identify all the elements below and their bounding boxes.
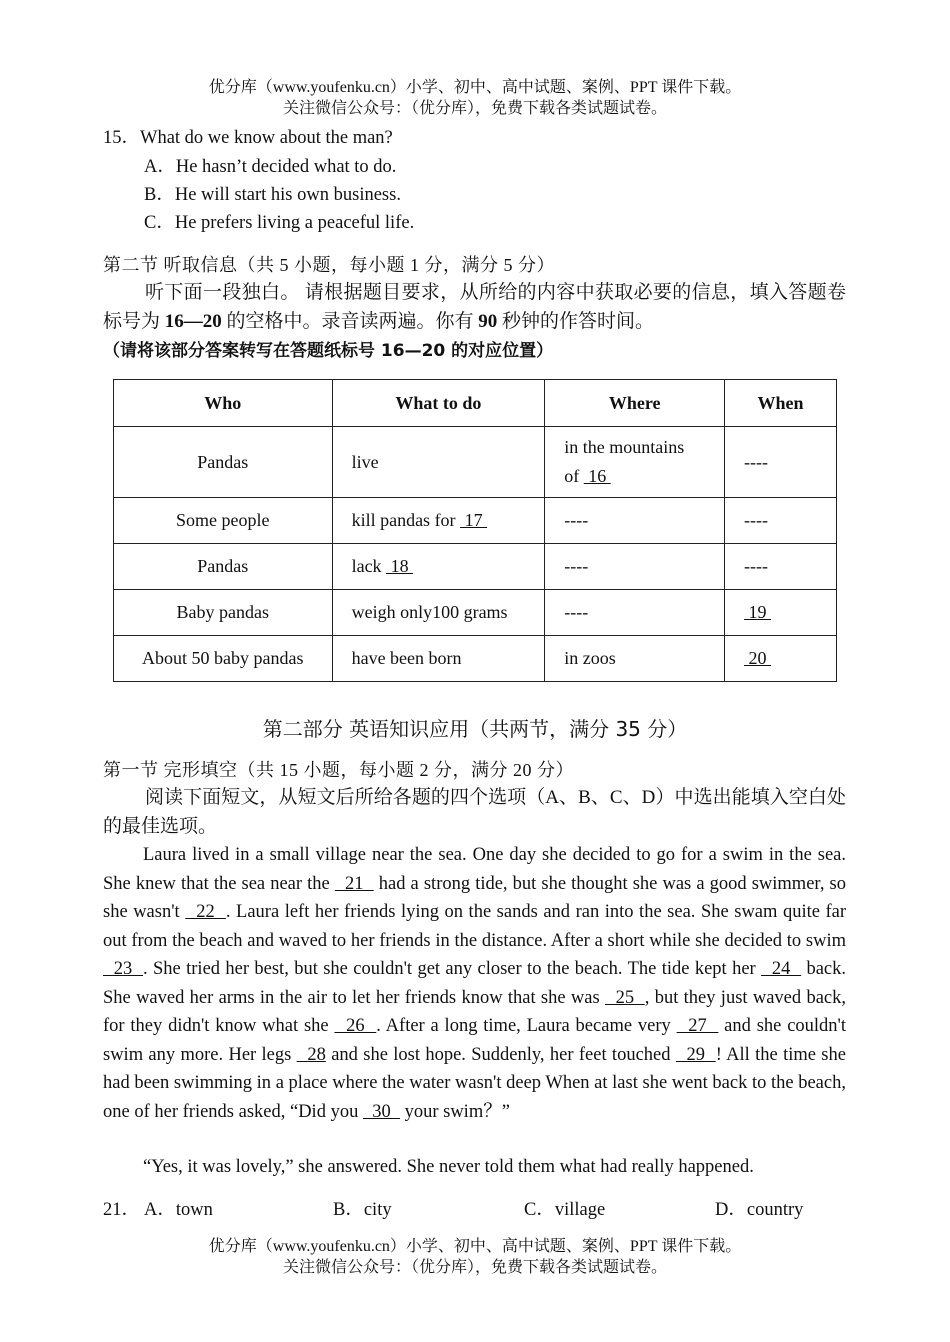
- where-of: of: [564, 466, 584, 486]
- part2-section1-heading: 第一节 完形填空（共 15 小题，每小题 2 分，满分 20 分）: [103, 760, 574, 780]
- blank-28: 28: [296, 1044, 326, 1065]
- table-header-row: [114, 380, 837, 427]
- blank-30: 30: [362, 1101, 400, 1122]
- footer-line-2: 关注微信公众号：（优分库），免费下载各类试题试卷。: [282, 1259, 667, 1276]
- cell-what: [332, 498, 545, 544]
- instr-text-2: 的空格中。录音读两遍。你有: [221, 310, 479, 332]
- section2-instructions: [103, 279, 846, 336]
- cell-what: live: [332, 427, 545, 498]
- cell-who: Pandas: [114, 544, 333, 590]
- passage-text: and she lost hope. Suddenly, her feet touched: [325, 1044, 676, 1065]
- blank-20: 20: [744, 648, 772, 668]
- blank-22: 22: [185, 902, 226, 922]
- passage-text: ! All the time she had been swimming in a place where the water wasn't deep When at last she went back to the beach, one of her friends asked, “Did you: [103, 1044, 846, 1122]
- blank-25: 25: [604, 987, 645, 1008]
- footer-line-1: 优分库（www.youfenku.cn）小学、初中、高中试题、案例、PPT 课件下载。: [208, 1238, 742, 1255]
- table-row: [114, 636, 837, 682]
- passage-text: . After a long time, Laura became very: [376, 1016, 677, 1036]
- cell-when: ----: [725, 427, 837, 498]
- what-text: lack: [351, 556, 387, 576]
- page-header: [0, 77, 950, 119]
- instr-text-1: 听下面一段独白。 请根据题目要求，从所给的内容中获取必要的信息，填入答题卷标号为: [103, 282, 846, 332]
- q21-option-c: C．village: [524, 1200, 606, 1220]
- section2-heading: 第二节 听取信息（共 5 小题，每小题 1 分，满分 5 分）: [103, 255, 555, 275]
- cell-where: ----: [545, 590, 725, 636]
- cell-when: ----: [725, 498, 837, 544]
- cell-when: [725, 590, 837, 636]
- q15-option-a: A．He hasn’t decided what to do.: [144, 157, 397, 177]
- q15-option-c: C．He prefers living a peaceful life.: [144, 213, 415, 233]
- passage-text: had a strong tide, but she thought she was a good swimmer, so she wasn't: [103, 873, 846, 922]
- part2-instructions: 阅读下面短文，从短文后所给各题的四个选项（A、B、C、D）中选出能填入空白处的最佳选项。: [103, 787, 846, 837]
- cell-who: About 50 baby pandas: [114, 636, 333, 682]
- passage-text: your swim？”: [399, 1101, 510, 1122]
- header-where: Where: [545, 380, 725, 427]
- table-row: [114, 590, 837, 636]
- cell-when: ----: [725, 544, 837, 590]
- cell-who: Baby pandas: [114, 590, 333, 636]
- passage-text: . She tried her best, but she couldn't get any closer to the beach. The tide kept her: [143, 959, 762, 979]
- cell-when: [725, 636, 837, 682]
- blank-29: 29: [675, 1044, 716, 1065]
- instr-seconds: 90: [478, 310, 498, 332]
- cell-where: ----: [545, 498, 725, 544]
- cell-what: [332, 544, 545, 590]
- cell-what: weigh only100 grams: [332, 590, 545, 636]
- what-text: kill pandas for: [351, 510, 461, 530]
- table-row: [114, 498, 837, 544]
- header-line-1: 优分库（www.youfenku.cn）小学、初中、高中试题、案例、PPT 课件下载。: [208, 79, 742, 96]
- blank-23: 23: [103, 959, 143, 979]
- blank-27: 27: [676, 1016, 719, 1036]
- cell-what: have been born: [332, 636, 545, 682]
- where-text: in the mountains: [564, 437, 685, 457]
- passage-text: back. She waved her arms in the air to let her friends know that she was: [103, 959, 846, 1008]
- cell-where: [545, 427, 725, 498]
- q21-option-a: A．town: [144, 1200, 213, 1220]
- blank-19: 19: [744, 602, 772, 622]
- blank-18: 18: [386, 556, 414, 576]
- blank-21: 21: [334, 873, 374, 894]
- passage-last-line: “Yes, it was lovely,” she answered. She never told them what had really happened.: [143, 1157, 754, 1177]
- blank-26: 26: [334, 1016, 377, 1036]
- q15-stem: 15．What do we know about the man?: [103, 128, 393, 148]
- cell-where: ----: [545, 544, 725, 590]
- cell-who: Some people: [114, 498, 333, 544]
- blank-24: 24: [761, 959, 802, 979]
- blank-16: 16: [583, 466, 611, 486]
- table-row: [114, 427, 837, 498]
- part2-title: 第二部分 英语知识应用（共两节，满分 35 分）: [262, 717, 688, 741]
- cell-who: Pandas: [114, 427, 333, 498]
- section2-note: （请将该部分答案转写在答题纸标号 16—20 的对应位置）: [103, 341, 554, 361]
- header-line-2: 关注微信公众号：（优分库），免费下载各类试题试卷。: [282, 100, 667, 117]
- instr-text-3: 秒钟的作答时间。: [497, 310, 655, 332]
- blank-17: 17: [460, 510, 488, 530]
- passage-text: . Laura left her friends lying on the sands and ran into the sea. She swam quite far out from the beach and waved to her friends in the distance. After a short while she decided to swim: [103, 902, 847, 951]
- q21-option-d: D．country: [715, 1200, 804, 1220]
- page-footer: [0, 1236, 950, 1278]
- q15-option-b: B．He will start his own business.: [144, 185, 401, 205]
- header-when: When: [725, 380, 837, 427]
- instr-range: 16—20: [164, 310, 222, 332]
- passage-text: Laura lived in a small village near the sea. One day she decided to go for a swim in the sea. She knew that the sea near the: [103, 845, 846, 894]
- cloze-passage: [103, 841, 846, 1126]
- passage-text: , but they just waved back, for they didn't know what she: [103, 987, 846, 1036]
- q21-option-b: B．city: [333, 1200, 392, 1220]
- header-what: What to do: [332, 380, 545, 427]
- passage-text: and she couldn't swim any more. Her legs: [103, 1016, 847, 1065]
- info-table: [113, 379, 837, 682]
- header-who: Who: [114, 380, 333, 427]
- table-row: [114, 544, 837, 590]
- cell-where: in zoos: [545, 636, 725, 682]
- q21-number: 21．: [103, 1200, 141, 1220]
